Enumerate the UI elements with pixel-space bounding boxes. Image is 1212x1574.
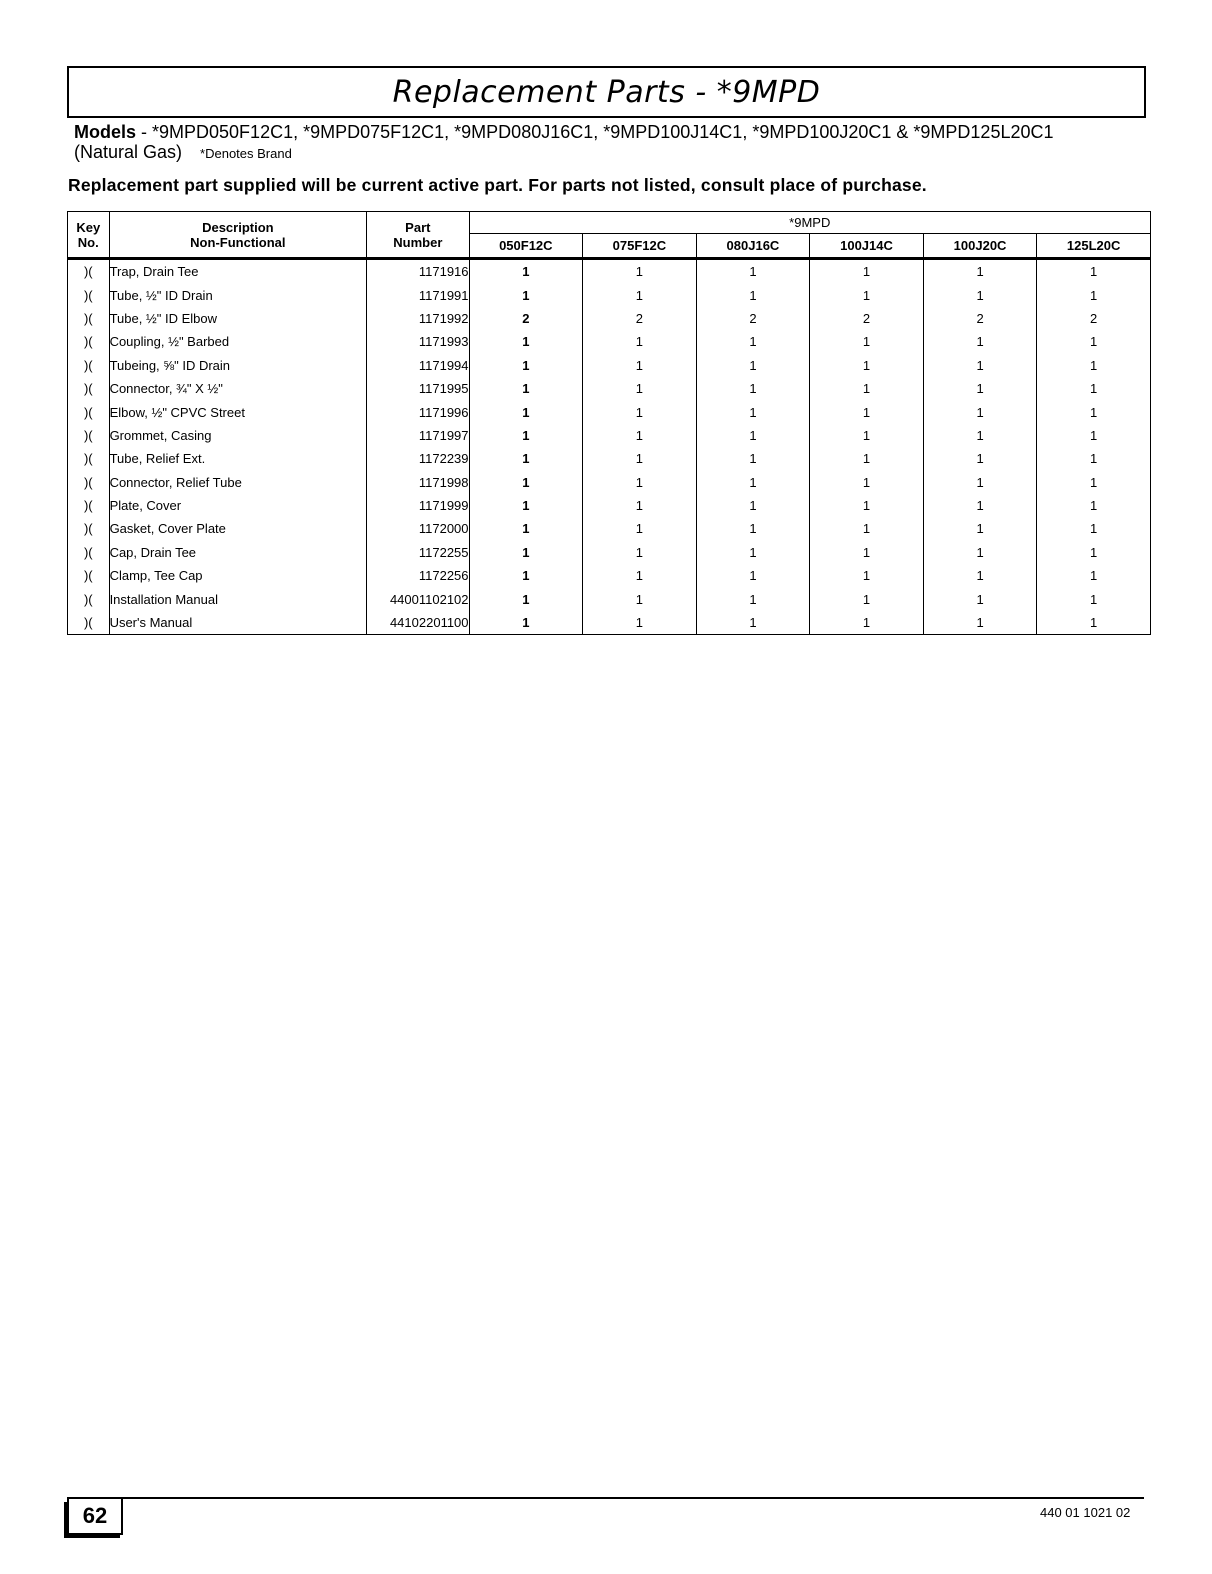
key-cell: )( xyxy=(68,377,110,400)
quantity-cell: 1 xyxy=(469,377,583,400)
description-cell: Tube, ½" ID Elbow xyxy=(109,307,367,330)
quantity-cell: 1 xyxy=(810,447,924,470)
quantity-cell: 1 xyxy=(810,494,924,517)
quantity-cell: 1 xyxy=(696,400,810,423)
part-number-cell: 1171992 xyxy=(367,307,469,330)
key-cell: )( xyxy=(68,541,110,564)
key-cell: )( xyxy=(68,447,110,470)
quantity-cell: 1 xyxy=(696,611,810,635)
description-cell: Connector, ¾" X ½" xyxy=(109,377,367,400)
quantity-cell: 1 xyxy=(469,564,583,587)
key-cell: )( xyxy=(68,564,110,587)
key-cell: )( xyxy=(68,307,110,330)
part-number-cell: 1171996 xyxy=(367,400,469,423)
page-title: Replacement Parts - *9MPD xyxy=(392,74,821,110)
quantity-cell: 1 xyxy=(1037,259,1151,284)
table-header-row xyxy=(68,212,1151,234)
model-header: 125L20C xyxy=(1037,233,1151,258)
quantity-cell: 1 xyxy=(1037,377,1151,400)
quantity-cell: 1 xyxy=(1037,494,1151,517)
quantity-cell: 1 xyxy=(469,354,583,377)
footer-rule xyxy=(67,1497,1144,1499)
quantity-cell: 1 xyxy=(923,330,1037,353)
quantity-cell: 1 xyxy=(469,330,583,353)
quantity-cell: 1 xyxy=(923,541,1037,564)
parts-table xyxy=(67,211,1151,635)
part-number-cell: 1171995 xyxy=(367,377,469,400)
key-cell: )( xyxy=(68,587,110,610)
quantity-cell: 1 xyxy=(696,471,810,494)
page-number: 62 xyxy=(67,1499,123,1535)
quantity-cell: 1 xyxy=(810,377,924,400)
quantity-cell: 1 xyxy=(696,564,810,587)
quantity-cell: 2 xyxy=(810,307,924,330)
quantity-cell: 1 xyxy=(923,400,1037,423)
model-header: 050F12C xyxy=(469,233,583,258)
quantity-cell: 1 xyxy=(583,447,697,470)
key-cell: )( xyxy=(68,517,110,540)
quantity-cell: 1 xyxy=(469,447,583,470)
quantity-cell: 1 xyxy=(1037,564,1151,587)
quantity-cell: 1 xyxy=(696,494,810,517)
part-number-cell: 1171991 xyxy=(367,283,469,306)
quantity-cell: 1 xyxy=(469,471,583,494)
document-number: 440 01 1021 02 xyxy=(1040,1505,1131,1520)
key-cell: )( xyxy=(68,400,110,423)
model-header: 100J20C xyxy=(923,233,1037,258)
key-cell: )( xyxy=(68,424,110,447)
quantity-cell: 1 xyxy=(696,447,810,470)
description-cell: Installation Manual xyxy=(109,587,367,610)
quantity-cell: 1 xyxy=(923,517,1037,540)
quantity-cell: 1 xyxy=(469,517,583,540)
model-header: 100J14C xyxy=(810,233,924,258)
quantity-cell: 1 xyxy=(1037,587,1151,610)
quantity-cell: 1 xyxy=(810,283,924,306)
description-cell: Grommet, Casing xyxy=(109,424,367,447)
description-cell: Elbow, ½" CPVC Street xyxy=(109,400,367,423)
quantity-cell: 1 xyxy=(923,354,1037,377)
table-row xyxy=(68,283,1151,306)
quantity-cell: 1 xyxy=(696,354,810,377)
quantity-cell: 1 xyxy=(923,471,1037,494)
table-row xyxy=(68,447,1151,470)
table-row xyxy=(68,587,1151,610)
description-cell: Gasket, Cover Plate xyxy=(109,517,367,540)
quantity-cell: 1 xyxy=(696,587,810,610)
quantity-cell: 1 xyxy=(923,283,1037,306)
quantity-cell: 1 xyxy=(583,564,697,587)
models-line xyxy=(74,122,1154,164)
quantity-cell: 1 xyxy=(1037,400,1151,423)
table-row xyxy=(68,354,1151,377)
quantity-cell: 1 xyxy=(583,330,697,353)
quantity-cell: 1 xyxy=(1037,330,1151,353)
quantity-cell: 1 xyxy=(583,541,697,564)
table-row xyxy=(68,494,1151,517)
quantity-cell: 1 xyxy=(469,424,583,447)
quantity-cell: 1 xyxy=(1037,471,1151,494)
part-number-cell: 1171998 xyxy=(367,471,469,494)
quantity-cell: 1 xyxy=(1037,354,1151,377)
key-cell: )( xyxy=(68,354,110,377)
quantity-cell: 1 xyxy=(1037,447,1151,470)
quantity-cell: 1 xyxy=(923,611,1037,635)
table-row xyxy=(68,330,1151,353)
quantity-cell: 1 xyxy=(810,564,924,587)
quantity-cell: 1 xyxy=(923,494,1037,517)
part-number-cell: 1172255 xyxy=(367,541,469,564)
table-row xyxy=(68,307,1151,330)
models-list: - *9MPD050F12C1, *9MPD075F12C1, *9MPD080J16C1, *9MPD100J14C1, *9MPD100J20C1 & *9MPD125L20C1 xyxy=(136,122,1054,142)
quantity-cell: 1 xyxy=(923,259,1037,284)
part-number-cell: 1171997 xyxy=(367,424,469,447)
quantity-cell: 1 xyxy=(1037,517,1151,540)
quantity-cell: 1 xyxy=(923,447,1037,470)
quantity-cell: 2 xyxy=(1037,307,1151,330)
model-group-header: *9MPD xyxy=(469,212,1150,234)
description-cell: Connector, Relief Tube xyxy=(109,471,367,494)
key-cell: )( xyxy=(68,471,110,494)
brand-note: *Denotes Brand xyxy=(200,146,292,161)
quantity-cell: 1 xyxy=(810,517,924,540)
quantity-cell: 1 xyxy=(696,517,810,540)
table-row xyxy=(68,564,1151,587)
description-header: Description Non-Functional xyxy=(109,212,367,259)
model-header: 080J16C xyxy=(696,233,810,258)
table-row xyxy=(68,541,1151,564)
part-number-cell: 44001102102 xyxy=(367,587,469,610)
part-number-header: Part Number xyxy=(367,212,469,259)
model-header: 075F12C xyxy=(583,233,697,258)
description-cell: User's Manual xyxy=(109,611,367,635)
description-cell: Coupling, ½" Barbed xyxy=(109,330,367,353)
quantity-cell: 1 xyxy=(810,354,924,377)
quantity-cell: 2 xyxy=(583,307,697,330)
quantity-cell: 1 xyxy=(696,259,810,284)
description-cell: Tube, Relief Ext. xyxy=(109,447,367,470)
quantity-cell: 1 xyxy=(583,517,697,540)
quantity-cell: 1 xyxy=(469,283,583,306)
quantity-cell: 1 xyxy=(583,611,697,635)
description-cell: Tubeing, ⅝" ID Drain xyxy=(109,354,367,377)
description-cell: Tube, ½" ID Drain xyxy=(109,283,367,306)
key-cell: )( xyxy=(68,494,110,517)
quantity-cell: 1 xyxy=(583,354,697,377)
part-number-cell: 1171916 xyxy=(367,259,469,284)
table-row xyxy=(68,377,1151,400)
key-header: Key No. xyxy=(68,212,110,259)
quantity-cell: 1 xyxy=(696,424,810,447)
quantity-cell: 1 xyxy=(923,564,1037,587)
key-cell: )( xyxy=(68,330,110,353)
quantity-cell: 1 xyxy=(696,283,810,306)
quantity-cell: 1 xyxy=(810,587,924,610)
quantity-cell: 1 xyxy=(469,611,583,635)
description-cell: Plate, Cover xyxy=(109,494,367,517)
table-row xyxy=(68,424,1151,447)
table-row xyxy=(68,400,1151,423)
quantity-cell: 1 xyxy=(583,283,697,306)
gas-type: (Natural Gas) xyxy=(74,142,183,162)
quantity-cell: 1 xyxy=(469,400,583,423)
part-number-cell: 1172239 xyxy=(367,447,469,470)
title-box xyxy=(67,66,1146,118)
table-row xyxy=(68,259,1151,284)
key-cell: )( xyxy=(68,283,110,306)
part-number-cell: 1172000 xyxy=(367,517,469,540)
table-row xyxy=(68,517,1151,540)
quantity-cell: 1 xyxy=(1037,611,1151,635)
part-number-cell: 1172256 xyxy=(367,564,469,587)
quantity-cell: 1 xyxy=(696,330,810,353)
quantity-cell: 1 xyxy=(923,424,1037,447)
quantity-cell: 1 xyxy=(583,587,697,610)
quantity-cell: 1 xyxy=(469,541,583,564)
part-number-cell: 44102201100 xyxy=(367,611,469,635)
quantity-cell: 1 xyxy=(1037,283,1151,306)
quantity-cell: 1 xyxy=(696,377,810,400)
supplied-note: Replacement part supplied will be current active part. For parts not listed, consult place of purchase. xyxy=(68,175,927,195)
quantity-cell: 1 xyxy=(469,494,583,517)
description-cell: Cap, Drain Tee xyxy=(109,541,367,564)
quantity-cell: 1 xyxy=(1037,541,1151,564)
quantity-cell: 2 xyxy=(469,307,583,330)
models-label: Models xyxy=(74,122,137,142)
table-row xyxy=(68,611,1151,635)
description-cell: Clamp, Tee Cap xyxy=(109,564,367,587)
quantity-cell: 1 xyxy=(810,541,924,564)
quantity-cell: 1 xyxy=(923,377,1037,400)
quantity-cell: 1 xyxy=(810,424,924,447)
quantity-cell: 1 xyxy=(810,259,924,284)
quantity-cell: 1 xyxy=(583,400,697,423)
key-cell: )( xyxy=(68,611,110,635)
quantity-cell: 1 xyxy=(810,471,924,494)
quantity-cell: 1 xyxy=(923,587,1037,610)
description-cell: Trap, Drain Tee xyxy=(109,259,367,284)
quantity-cell: 1 xyxy=(810,330,924,353)
quantity-cell: 1 xyxy=(583,377,697,400)
quantity-cell: 2 xyxy=(696,307,810,330)
quantity-cell: 1 xyxy=(810,611,924,635)
quantity-cell: 1 xyxy=(583,471,697,494)
key-cell: )( xyxy=(68,259,110,284)
part-number-cell: 1171999 xyxy=(367,494,469,517)
quantity-cell: 1 xyxy=(583,259,697,284)
quantity-cell: 1 xyxy=(469,587,583,610)
quantity-cell: 1 xyxy=(583,494,697,517)
quantity-cell: 1 xyxy=(696,541,810,564)
quantity-cell: 1 xyxy=(1037,424,1151,447)
quantity-cell: 1 xyxy=(469,259,583,284)
quantity-cell: 1 xyxy=(583,424,697,447)
part-number-cell: 1171993 xyxy=(367,330,469,353)
quantity-cell: 2 xyxy=(923,307,1037,330)
part-number-cell: 1171994 xyxy=(367,354,469,377)
table-row xyxy=(68,471,1151,494)
quantity-cell: 1 xyxy=(810,400,924,423)
